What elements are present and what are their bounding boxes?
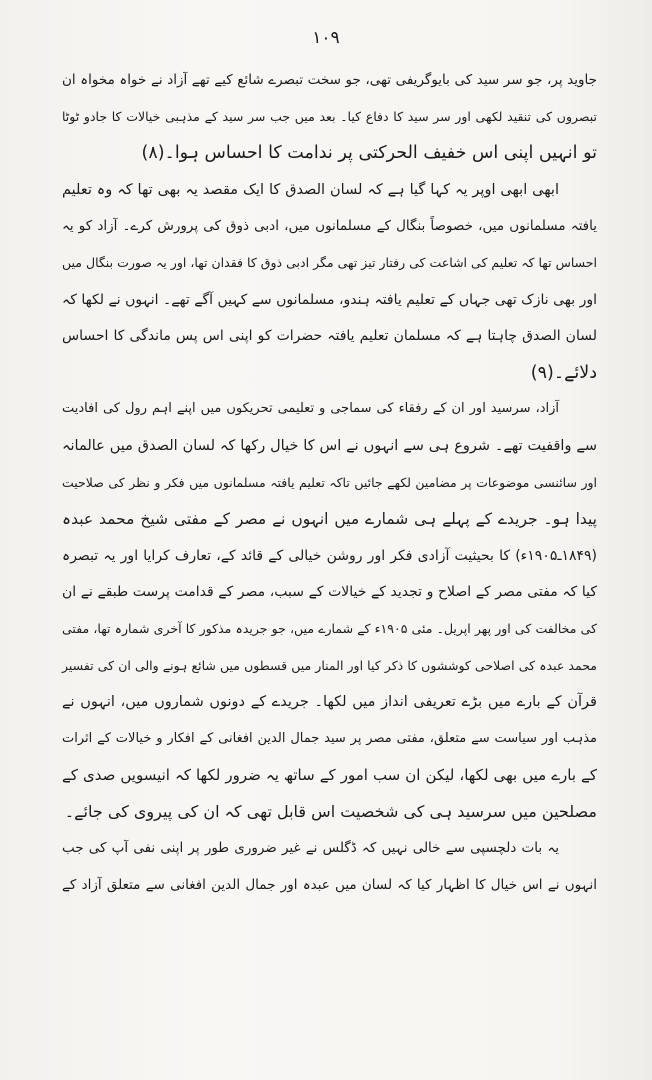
text-line: انہوں نے اس خیال کا اظہار کیا کہ لسان میں عبدہ اور جمال الدین افغانی سے متعلق آزاد کے bbox=[62, 877, 597, 894]
paragraph-1 bbox=[62, 62, 597, 172]
text-line: کیا کہ مفتی مصر کے اصلاح و تجدید کے خیالات کے سبب، مصر کے قدامت پرست طبقے نے ان bbox=[62, 584, 597, 601]
page-number: ١٠٩ bbox=[312, 28, 340, 48]
paragraph-4 bbox=[62, 830, 597, 903]
text-line: (۱۸۴۹ـ۱۹۰۵ء) کا بحیثیت آزادی فکر اور روشن خیالی کے قائد کے، تعارف کرایا اور یہ تبصرہ bbox=[62, 547, 597, 564]
text-line: کے بارے میں بھی لکھا، لیکن ان سب امور کے ساتھ یہ ضرور لکھا کہ انیسویں صدی کے bbox=[62, 766, 597, 785]
text-line: یہ بات دلچسپی سے خالی نہیں کہ ڈگلس نے غیر ضروری طور پر اپنی نفی آپ کی جب bbox=[62, 840, 559, 857]
text-line: ابھی ابھی اوپر یہ کہا گیا ہے کہ لسان الصدق کا ایک مقصد یہ بھی تھا کہ وہ تعلیم bbox=[62, 181, 559, 198]
text-line: آزاد، سرسید اور ان کے رفقاء کی سماجی و تعلیمی تحریکوں میں اپنے اہم رول کی افادیت bbox=[62, 401, 559, 417]
paragraph-2 bbox=[62, 172, 597, 392]
paragraph-3 bbox=[62, 391, 597, 830]
text-line: اور بھی نازک تھی جہاں کے تعلیم یافتہ ہندو، مسلمانوں سے کہیں آگے تھے۔ انہوں نے لکھا کہ bbox=[62, 291, 597, 308]
text-line: تو انہیں اپنی اس خفیف الحرکتی پر ندامت کا احساس ہوا۔(۸) bbox=[141, 143, 597, 164]
text-line: اور سائنسی موضوعات پر مضامین لکھے جائیں تاکہ تعلیم یافتہ مسلمانوں میں فکر و نظر کی صلاحیت bbox=[62, 474, 597, 490]
text-line: لسان الصدق چاہتا ہے کہ مسلمان تعلیم یافتہ حضرات کو اپنی اس پس ماندگی کا احساس bbox=[62, 328, 597, 345]
text-line: سے واقفیت تھے۔ شروع ہی سے انہوں نے اس کا خیال رکھا کہ لسان الصدق میں عالمانہ bbox=[62, 437, 597, 454]
text-line: قرآن کے بارے میں بڑے تعریفی انداز میں لکھا۔ جریدے کے دونوں شماروں میں، انہوں نے bbox=[62, 694, 597, 711]
text-line: مصلحین میں سرسید ہی کی شخصیت اس قابل تھی کہ ان کی پیروی کی جائے۔ bbox=[64, 801, 597, 821]
text-line: یافتہ مسلمانوں میں، خصوصاً بنگال کے مسلمانوں میں، ادبی ذوق کی پرورش کرے۔ آزاد کو یہ bbox=[62, 218, 597, 235]
text-line: جاوید پر، جو سر سید کی بایوگریفی تھی، جو سخت تبصرے شائع کیے تھے آزاد نے خواہ مخواہ ان bbox=[62, 72, 597, 88]
text-line: دلائے۔(۹) bbox=[530, 362, 597, 383]
text-line: محمد عبدہ کی اصلاحی کوششوں کا ذکر کیا اور المنار میں قسطوں میں شائع ہونے والی ان کی تفسیر bbox=[62, 657, 597, 673]
text-line: پیدا ہو۔ جریدے کے پہلے ہی شمارے میں انہوں نے مصر کے مفتی شیخ محمد عبدہ bbox=[62, 510, 597, 529]
text-line: تبصروں کی تنقید لکھی اور سر سید کا دفاع کیا۔ بعد میں جب سر سید کے مذہبی خیالات کا جادو ٹوٹا bbox=[62, 108, 597, 124]
text-line: احساس تھا کہ تعلیم کی اشاعت کی رفتار تیز تھی مگر ادبی ذوق کا فقدان تھا، اور یہ صورت بنگال میں bbox=[62, 254, 597, 270]
text-line: مذہب اور سیاست سے متعلق، مفتی مصر پر سید جمال الدین افغانی کے افکار و خیالات کے اثرات bbox=[62, 730, 597, 746]
text-line: کی مخالفت کی اور پھر اپریل۔ مئی ۱۹۰۵ء کے شمارے میں، جو جریدہ مذکور کا آخری شمارہ تھا، مفتی bbox=[62, 620, 597, 636]
body-text bbox=[62, 62, 597, 904]
